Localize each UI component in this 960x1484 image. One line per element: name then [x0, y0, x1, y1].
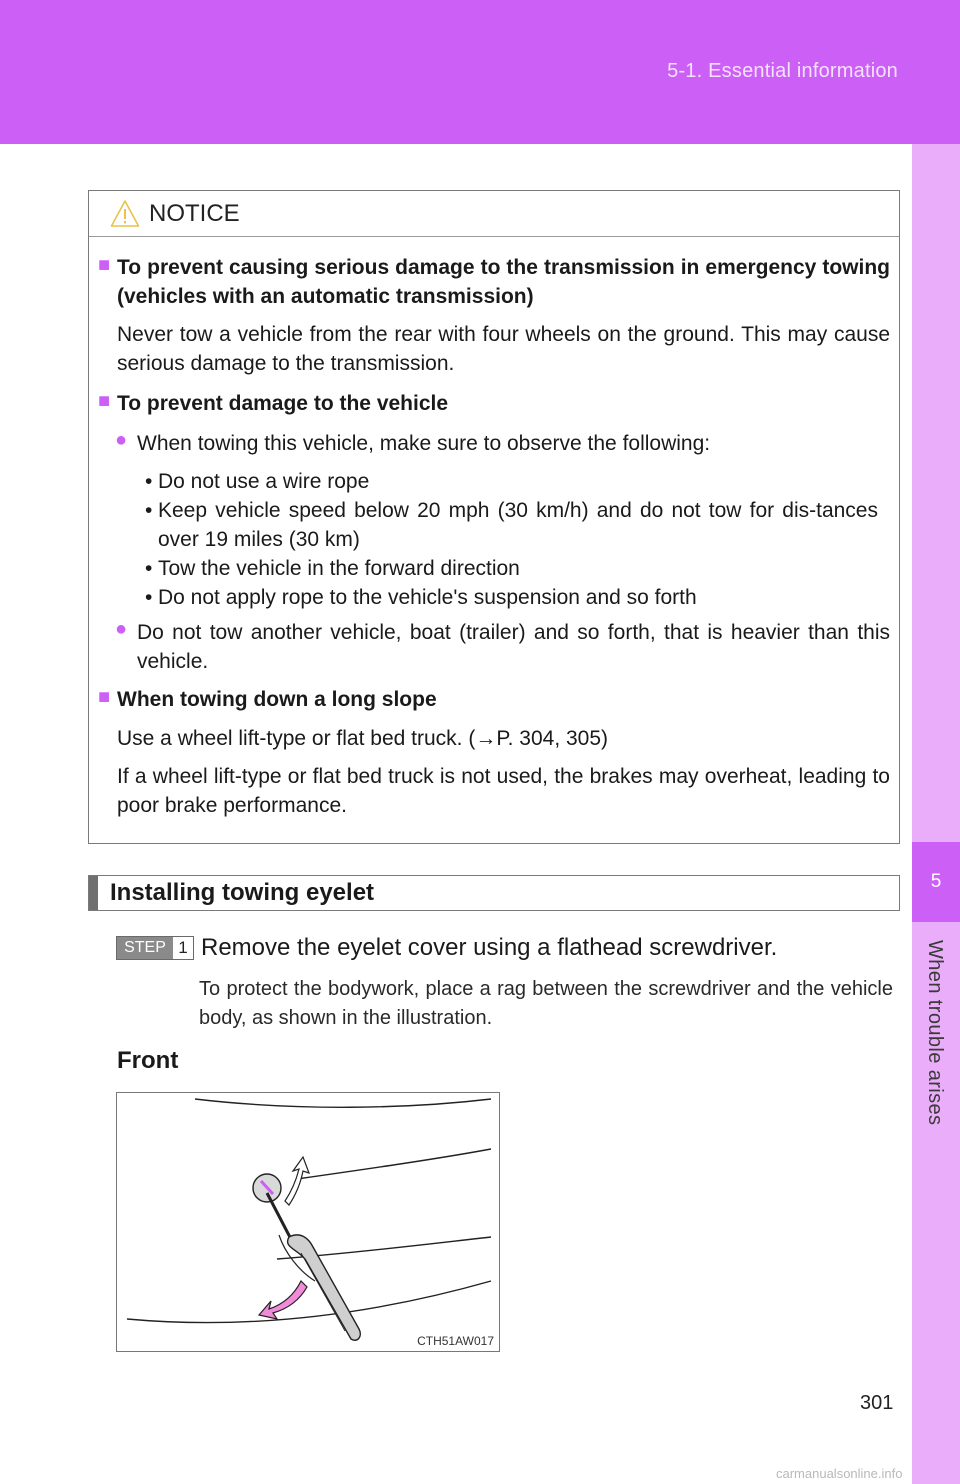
notice-body-overheat: If a wheel lift-type or flat bed truck is not used, the brakes may overheat, leading to poor brake performance.	[117, 765, 890, 817]
round-bullet-icon: ●	[115, 618, 128, 640]
notice-title-row	[89, 191, 899, 237]
notice-title: NOTICE	[149, 200, 240, 227]
illustration-code: CTH51AW017	[417, 1334, 494, 1348]
page-number: 301	[860, 1392, 894, 1414]
section-header	[88, 875, 900, 911]
sub-item-forward: Tow the vehicle in the forward direction	[158, 557, 520, 580]
illustration-drawing	[117, 1093, 500, 1352]
front-label: Front	[117, 1047, 179, 1074]
square-bullet-icon: ■	[98, 390, 111, 412]
step-label: STEP	[117, 937, 173, 959]
notice-box	[88, 190, 900, 844]
sub-bullet-icon: •	[145, 470, 153, 493]
sub-item-speed: Keep vehicle speed below 20 mph (30 km/h) and do not tow for dis-tances over 19 miles (30 km)	[158, 499, 878, 551]
watermark[interactable]: carmanualsonline.info	[776, 1466, 903, 1481]
square-bullet-icon: ■	[98, 254, 111, 276]
notice-heading-vehicle-damage: To prevent damage to the vehicle	[117, 392, 449, 415]
step-badge	[116, 936, 194, 960]
section-header-bar	[89, 876, 98, 910]
warning-triangle-icon	[110, 199, 140, 229]
notice-heading-slope: When towing down a long slope	[117, 688, 437, 711]
notice-bullet-observe: When towing this vehicle, make sure to observe the following:	[137, 432, 711, 455]
header-section-title: 5-1. Essential information	[667, 60, 898, 82]
chapter-side-tab	[912, 144, 960, 1484]
sub-bullet-icon: •	[145, 499, 153, 522]
notice-heading-transmission: To prevent causing serious damage to the transmission in emergency towing (vehicles with an automatic transmission)	[117, 256, 890, 308]
step-note: To protect the bodywork, place a rag between the screwdriver and the vehicle body, as shown in the illustration.	[199, 978, 893, 1029]
chapter-number: 5	[930, 871, 942, 892]
notice-body-transmission: Never tow a vehicle from the rear with four wheels on the ground. This may cause serious damage to the transmission.	[117, 323, 890, 375]
sub-item-suspension: Do not apply rope to the vehicle's suspension and so forth	[158, 586, 697, 609]
step-number: 1	[173, 937, 193, 959]
sub-item-wire-rope: Do not use a wire rope	[158, 470, 370, 493]
notice-bullet-heavier: Do not tow another vehicle, boat (trailer) and so forth, that is heavier than this vehicle.	[137, 621, 890, 673]
eyelet-cover-illustration	[116, 1092, 500, 1352]
chapter-title[interactable]: When trouble arises	[924, 940, 946, 1126]
square-bullet-icon: ■	[98, 686, 111, 708]
section-title: Installing towing eyelet	[110, 879, 375, 906]
step-instruction: Remove the eyelet cover using a flathead screwdriver.	[201, 934, 778, 961]
round-bullet-icon: ●	[115, 429, 128, 451]
sub-bullet-icon: •	[145, 586, 153, 609]
sub-bullet-icon: •	[145, 557, 153, 580]
notice-body-truck-type: Use a wheel lift-type or flat bed truck. (→P. 304, 305)	[117, 727, 609, 750]
chapter-number-box[interactable]	[912, 842, 960, 922]
